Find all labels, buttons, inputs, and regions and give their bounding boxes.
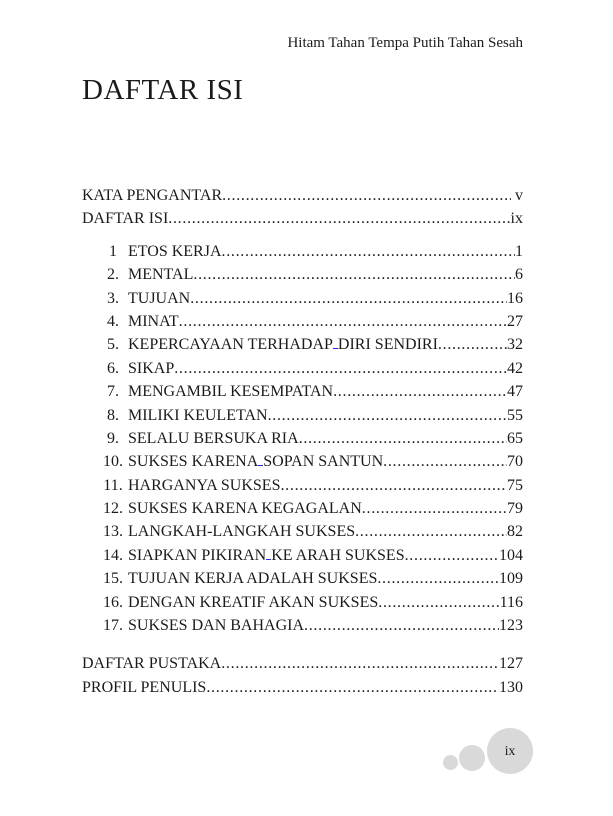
toc-entry-title-part: SOPAN SANTUN xyxy=(263,453,384,471)
toc-entry-title: KATA PENGANTAR xyxy=(82,187,223,204)
toc-entry-number: 8. xyxy=(107,406,119,424)
decorative-circle-small xyxy=(443,755,458,770)
toc-entry-title-part: KE ARAH SUKSES xyxy=(271,546,405,564)
toc-entry-number: 7. xyxy=(107,383,119,401)
toc-entry-page: 75 xyxy=(507,476,523,494)
decorative-circle-medium xyxy=(459,745,485,771)
toc-item-row xyxy=(82,404,523,427)
toc-entry-title: SUKSES KARENA KEGAGALAN xyxy=(128,500,362,518)
dot-leader xyxy=(383,450,507,473)
toc-entry-number: 15. xyxy=(103,570,123,588)
toc-entry-page: 1 xyxy=(515,242,523,260)
page-title: DAFTAR ISI xyxy=(82,74,244,106)
dot-leader xyxy=(221,652,499,675)
toc-entry-page: 82 xyxy=(507,523,523,541)
toc-item-row xyxy=(82,591,523,614)
toc-entry-page: 127 xyxy=(499,655,523,673)
toc-entry-title: MILIKI KEULETAN xyxy=(128,406,268,424)
toc-item-row xyxy=(82,567,523,590)
toc-entry-number: 10. xyxy=(103,453,123,471)
toc-entry-page: 70 xyxy=(507,453,523,471)
toc-entry-page: 16 xyxy=(507,289,523,307)
dot-leader xyxy=(174,357,507,380)
page-number: ix xyxy=(504,743,516,758)
dot-leader xyxy=(168,207,510,230)
toc-entry-number: 5. xyxy=(107,336,119,354)
toc-front-row xyxy=(82,184,523,207)
toc-item-row xyxy=(82,263,523,286)
toc-entry-title: MINAT xyxy=(128,312,179,330)
dot-leader xyxy=(378,591,499,614)
toc-entry-page: 79 xyxy=(507,500,523,518)
toc-item-row xyxy=(82,333,523,356)
toc-entry-title: MENGAMBIL KESEMPATAN xyxy=(128,383,334,401)
toc-entry-number: 16. xyxy=(103,593,123,611)
toc-entry-page: 32 xyxy=(507,336,523,354)
toc-entry-title xyxy=(128,544,405,567)
toc-entry-page: 109 xyxy=(499,570,523,588)
toc-entry-title: SELALU BERSUKA RIA xyxy=(128,429,299,447)
toc-entry-page: ix xyxy=(510,210,523,228)
toc-entry-page: 55 xyxy=(507,406,523,424)
toc-item-row xyxy=(82,287,523,310)
toc-entry-title: TUJUAN KERJA ADALAH SUKSES xyxy=(128,570,378,588)
toc-entry-number: 3. xyxy=(107,289,119,307)
toc-entry-page: 65 xyxy=(507,429,523,447)
spacer xyxy=(82,231,523,240)
toc-entry-page: 123 xyxy=(499,617,523,635)
dot-leader xyxy=(304,614,499,637)
dot-leader xyxy=(377,567,499,590)
toc-item-row xyxy=(82,497,523,520)
dot-leader xyxy=(206,676,499,699)
toc-item-row xyxy=(82,427,523,450)
toc-entry-title-part: SIAPKAN PIKIRAN xyxy=(128,546,267,564)
dot-leader xyxy=(355,520,507,543)
table-of-contents xyxy=(82,184,523,699)
dot-leader xyxy=(299,427,507,450)
toc-entry-page: v xyxy=(511,187,523,204)
toc-back-row xyxy=(82,652,523,675)
toc-entry-title: PROFIL PENULIS xyxy=(82,678,207,696)
toc-entry-title: DENGAN KREATIF AKAN SUKSES xyxy=(128,593,379,611)
toc-entry-number: 6. xyxy=(107,359,119,377)
dot-leader xyxy=(179,310,507,333)
running-header: Hitam Tahan Tempa Putih Tahan Sesah xyxy=(287,35,523,51)
toc-item-row xyxy=(82,474,523,497)
toc-entry-page: 27 xyxy=(507,312,523,330)
toc-entry-number: 4. xyxy=(107,312,119,330)
toc-entry-title: ETOS KERJA xyxy=(128,242,222,260)
toc-front-row xyxy=(82,207,523,230)
toc-item-row xyxy=(82,520,523,543)
dot-leader xyxy=(190,287,507,310)
dot-leader xyxy=(438,333,507,356)
toc-entry-page: 42 xyxy=(507,359,523,377)
dot-leader xyxy=(268,404,507,427)
toc-item-row xyxy=(82,450,523,473)
dot-leader xyxy=(405,544,499,567)
toc-item-row xyxy=(82,614,523,637)
dot-leader xyxy=(222,240,516,263)
toc-entry-title: SIKAP xyxy=(128,359,175,377)
toc-entry-page: 130 xyxy=(499,678,523,696)
toc-entry-page: 116 xyxy=(499,593,523,611)
toc-entry-number: 13. xyxy=(103,523,123,541)
toc-entry-title xyxy=(128,333,438,356)
toc-entry-page: 6 xyxy=(515,266,523,284)
toc-entry-title xyxy=(128,450,383,473)
toc-item-row xyxy=(82,357,523,380)
toc-entry-title: LANGKAH-LANGKAH SUKSES xyxy=(128,523,356,541)
dot-leader xyxy=(362,497,507,520)
spacer xyxy=(82,637,523,652)
dot-leader xyxy=(280,474,507,497)
toc-entry-number: 1 xyxy=(109,242,117,260)
toc-entry-page: 104 xyxy=(499,546,523,564)
toc-entry-title: MENTAL xyxy=(128,266,194,284)
toc-entry-title: TUJUAN xyxy=(128,289,191,307)
toc-entry-number: 2. xyxy=(107,266,119,284)
toc-item-row xyxy=(82,544,523,567)
toc-entry-page: 47 xyxy=(507,383,523,401)
dot-leader xyxy=(222,184,511,207)
dot-leader xyxy=(193,263,515,286)
toc-entry-number: 17. xyxy=(103,617,123,635)
toc-entry-title: DAFTAR PUSTAKA xyxy=(82,655,222,673)
toc-back-row xyxy=(82,676,523,699)
toc-entry-title: DAFTAR ISI xyxy=(82,210,169,228)
page-number-bubble xyxy=(487,728,533,774)
toc-entry-number: 14. xyxy=(103,546,123,564)
toc-entry-title-part: KEPERCAYAAN TERHADAP xyxy=(128,336,333,354)
toc-entry-number: 9. xyxy=(107,429,119,447)
toc-entry-title-part: SUKSES KARENA xyxy=(128,453,259,471)
toc-entry-title: SUKSES DAN BAHAGIA xyxy=(128,617,305,635)
toc-entry-title-part: DIRI SENDIRI xyxy=(337,336,438,354)
toc-entry-title: HARGANYA SUKSES xyxy=(128,476,281,494)
toc-item-row xyxy=(82,310,523,333)
toc-item-row xyxy=(82,240,523,263)
toc-entry-number: 12. xyxy=(103,500,123,518)
toc-item-row xyxy=(82,380,523,403)
dot-leader xyxy=(333,380,507,403)
toc-entry-number: 11. xyxy=(103,476,123,494)
